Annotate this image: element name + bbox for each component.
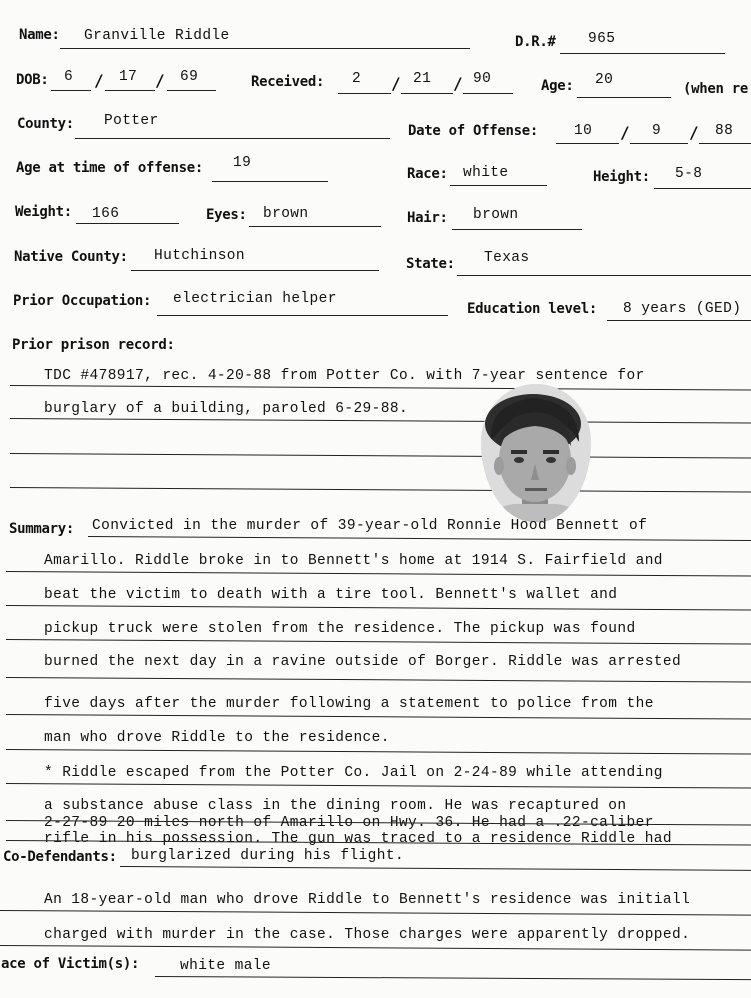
co-defendants-underline xyxy=(120,866,751,871)
received-month-value: 2 xyxy=(352,71,362,87)
inmate-photo xyxy=(481,384,591,522)
weight-underline xyxy=(76,223,179,224)
race-value: white xyxy=(463,165,509,181)
received-day-underline xyxy=(401,93,453,94)
education-level-value: 8 years (GED) xyxy=(623,301,742,317)
summary-rule-3 xyxy=(6,605,751,611)
race-of-victims-label: ace of Victim(s): xyxy=(1,956,140,972)
age-at-offense-value: 19 xyxy=(233,155,252,171)
dob-year-value: 69 xyxy=(180,69,199,85)
summary-line-2: Amarillo. Riddle broke in to Bennett's home at 1914 S. Fairfield and xyxy=(44,553,663,569)
dob-year-underline xyxy=(167,90,216,91)
education-level-underline xyxy=(607,320,751,321)
dob-label: DOB: xyxy=(16,72,49,88)
offense-separator-2: / xyxy=(689,123,699,142)
age-at-offense-underline xyxy=(212,181,328,182)
offense-day-value: 9 xyxy=(652,123,662,139)
received-separator-2: / xyxy=(453,74,463,93)
record-rule-4 xyxy=(10,487,751,493)
age-value: 20 xyxy=(595,72,614,88)
summary-line-7: man who drove Riddle to the residence. xyxy=(44,730,390,746)
summary-line-9: a substance abuse class in the dining room. He was recaptured on xyxy=(44,798,627,814)
age-at-offense-label: Age at time of offense: xyxy=(16,160,203,176)
received-month-underline xyxy=(338,93,391,94)
received-separator-1: / xyxy=(391,74,401,93)
summary-rule-8 xyxy=(6,783,751,789)
co-defendants-rule-2 xyxy=(0,945,751,951)
eyes-underline xyxy=(249,226,381,227)
received-year-underline xyxy=(463,93,513,94)
name-underline xyxy=(60,48,470,49)
summary-rule-5 xyxy=(6,677,751,683)
weight-value: 166 xyxy=(92,206,120,222)
state-value: Texas xyxy=(484,250,530,266)
summary-line-12: burglarized during his flight. xyxy=(131,848,405,864)
record-rule-2 xyxy=(10,418,751,424)
date-of-offense-label: Date of Offense: xyxy=(408,123,539,139)
summary-line-4: pickup truck were stolen from the residence. The pickup was found xyxy=(44,621,636,637)
dob-day-underline xyxy=(105,90,155,91)
summary-line-11: rifle in his possession. The gun was traced to a residence Riddle had xyxy=(44,831,672,847)
eyes-label: Eyes: xyxy=(206,207,247,223)
summary-rule-4 xyxy=(6,639,751,645)
age-label: Age: xyxy=(541,78,574,94)
native-county-underline xyxy=(131,270,379,271)
received-label: Received: xyxy=(251,74,325,90)
co-defendants-line-2: charged with murder in the case. Those charges were apparently dropped. xyxy=(44,927,691,943)
prior-prison-record-line-2: burglary of a building, paroled 6-29-88. xyxy=(44,401,409,417)
dr-number-label: D.R.# xyxy=(515,34,556,50)
received-year-value: 90 xyxy=(473,71,492,87)
race-label: Race: xyxy=(407,166,448,182)
summary-rule-7 xyxy=(6,749,751,755)
county-value: Potter xyxy=(104,113,159,129)
race-of-victims-value: white male xyxy=(180,958,272,974)
weight-label: Weight: xyxy=(15,204,72,220)
education-level-label: Education level: xyxy=(467,301,598,317)
summary-line-8: * Riddle escaped from the Potter Co. Jail on 2-24-89 while attending xyxy=(44,765,663,781)
native-county-value: Hutchinson xyxy=(154,248,246,264)
summary-line-1: Convicted in the murder of 39-year-old Ronnie Hood Bennett of xyxy=(92,518,648,534)
offense-year-underline xyxy=(699,143,751,144)
height-value: 5-8 xyxy=(675,166,703,182)
offense-month-underline xyxy=(556,143,619,144)
hair-underline xyxy=(452,229,582,230)
dob-month-underline xyxy=(51,90,91,91)
summary-line-10: 2-27-89 20 miles north of Amarillo on Hwy. 36. He had a .22-caliber xyxy=(44,815,654,831)
height-underline xyxy=(654,188,751,189)
county-underline xyxy=(75,138,390,139)
prior-occupation-value: electrician helper xyxy=(173,291,337,307)
dob-separator-2: / xyxy=(155,71,165,90)
county-label: County: xyxy=(17,116,74,132)
summary-label: Summary: xyxy=(9,521,75,537)
race-of-victims-underline xyxy=(155,976,751,980)
record-rule-3 xyxy=(10,453,751,459)
name-value: Granville Riddle xyxy=(84,28,230,44)
hair-value: brown xyxy=(473,207,519,223)
prior-occupation-underline xyxy=(157,315,448,316)
offense-year-value: 88 xyxy=(715,123,734,139)
native-county-label: Native County: xyxy=(14,249,128,265)
height-label: Height: xyxy=(593,169,650,185)
co-defendants-label: Co-Defendants: xyxy=(3,849,117,865)
dob-month-value: 6 xyxy=(64,69,74,85)
prior-prison-record-label: Prior prison record: xyxy=(12,337,175,353)
summary-line-3: beat the victim to death with a tire tool. Bennett's wallet and xyxy=(44,587,618,603)
age-when-received-note: (when re xyxy=(683,81,749,97)
dr-number-value: 965 xyxy=(588,31,616,47)
summary-rule-6 xyxy=(6,714,751,720)
dr-number-underline xyxy=(560,53,725,54)
eyes-value: brown xyxy=(263,206,309,222)
summary-line-5: burned the next day in a ravine outside of Borger. Riddle was arrested xyxy=(44,654,682,670)
co-defendants-line-1: An 18-year-old man who drove Riddle to Bennett's residence was initiall xyxy=(44,892,691,908)
state-underline xyxy=(457,275,751,276)
dob-separator-1: / xyxy=(94,71,104,90)
state-label: State: xyxy=(406,256,455,272)
received-day-value: 21 xyxy=(413,71,432,87)
record-rule-1 xyxy=(10,385,751,391)
age-underline xyxy=(577,97,671,98)
prior-prison-record-line-1: TDC #478917, rec. 4-20-88 from Potter Co. with 7-year sentence for xyxy=(44,368,645,384)
summary-rule-2 xyxy=(6,571,751,577)
offense-day-underline xyxy=(630,143,688,144)
prior-occupation-label: Prior Occupation: xyxy=(13,293,152,309)
name-label: Name: xyxy=(19,27,60,43)
race-underline xyxy=(450,185,547,186)
co-defendants-rule-1 xyxy=(0,910,751,916)
dob-day-value: 17 xyxy=(119,69,138,85)
offense-separator-1: / xyxy=(620,123,630,142)
summary-rule-1 xyxy=(88,536,751,541)
summary-line-6: five days after the murder following a statement to police from the xyxy=(44,696,654,712)
offense-month-value: 10 xyxy=(574,123,593,139)
hair-label: Hair: xyxy=(407,210,448,226)
